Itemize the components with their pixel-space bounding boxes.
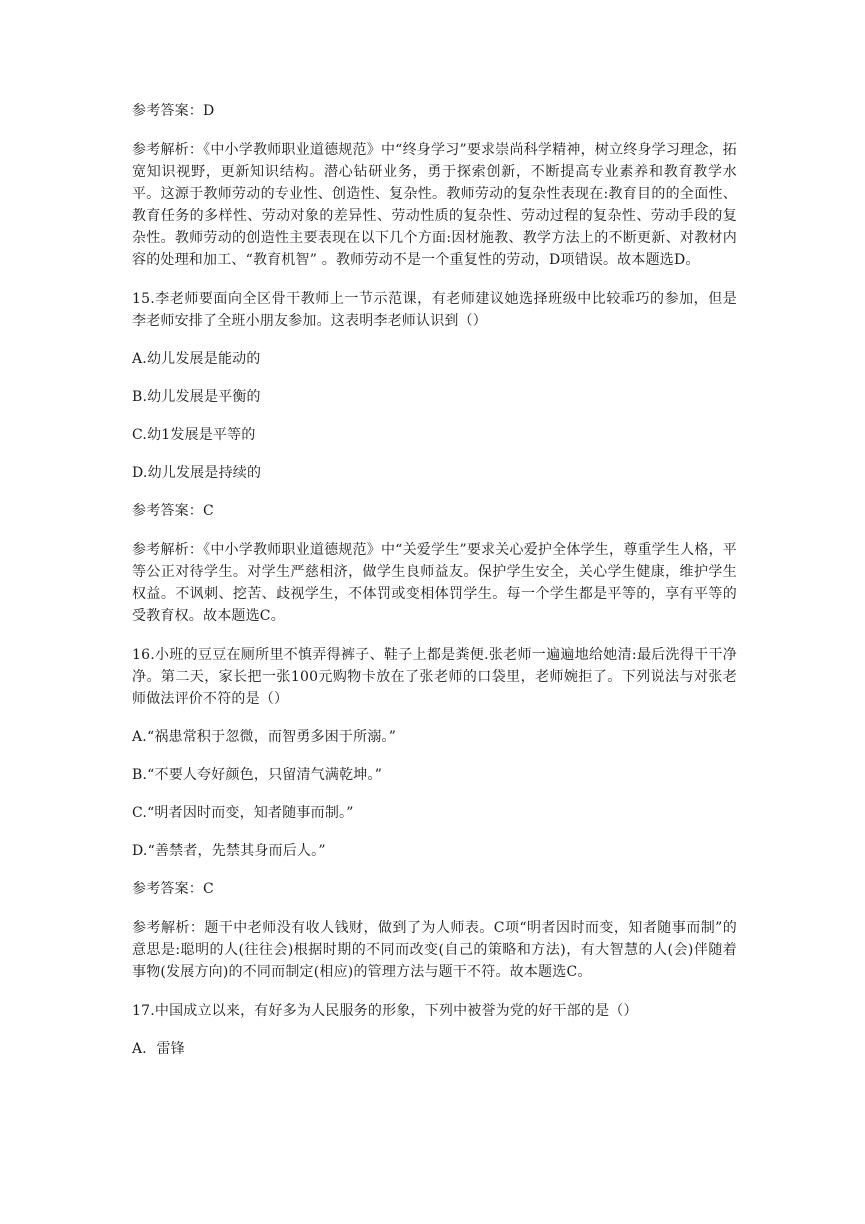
option-line: D.“善禁者，先禁其身而后人。” xyxy=(132,843,326,859)
option-line: A．雷锋 xyxy=(132,1041,185,1057)
document-page xyxy=(132,100,737,1060)
analysis-paragraph: 参考解析：《中小学教师职业道德规范》中“终身学习”要求崇尚科学精神，树立终身学习理念，拓宽知识视野，更新知识结构。潜心钻研业务，勇于探索创新，不断提高专业素养和教育教学水平。这源于教师劳动的专业性、创造性、复杂性。教师劳动的复杂性表现在:教育目的的全面性、教育任务的多样性、劳动对象的差异性、劳动性质的复杂性、劳动过程的复杂性、劳动手段的复杂性。教师劳动的创造性主要表现在以下几个方面:因材施教、教学方法上的不断更新、对教材内容的处理和加工、“教育机智” 。教师劳动不是一个重复性的劳动，D项错误。故本题选D。 xyxy=(132,142,737,268)
option-line: C.“明者因时而变，知者随事而制。” xyxy=(132,805,354,821)
option-line: C.幼1发展是平等的 xyxy=(132,427,256,443)
option-line: B.“不要人夸好颜色，只留清气满乾坤。” xyxy=(132,767,383,783)
option-line: A.幼儿发展是能动的 xyxy=(132,351,261,367)
question-17: 17.中国成立以来，有好多为人民服务的形象，下列中被誉为党的好干部的是（） xyxy=(132,1003,638,1019)
option-line: D.幼儿发展是持续的 xyxy=(132,465,262,481)
option-line: A.“祸患常积于忽微，而智勇多困于所溺。” xyxy=(132,729,397,745)
answer-line: 参考答案：C xyxy=(132,503,214,519)
answer-line: 参考答案：C xyxy=(132,881,214,897)
question-15: 15.李老师要面向全区骨干教师上一节示范课，有老师建议她选择班级中比较乖巧的参加，但是李老师安排了全班小朋友参加。这表明李老师认识到（） xyxy=(132,291,737,329)
question-16: 16.小班的豆豆在厕所里不慎弄得裤子、鞋子上都是粪便.张老师一遍遍地给她清:最后洗得干干净净。第二天，家长把一张100元购物卡放在了张老师的口袋里，老师婉拒了。下列说法与对张老师做法评价不符的是（） xyxy=(132,647,737,707)
analysis-paragraph: 参考解析：题干中老师没有收人钱财，做到了为人师表。C项“明者因时而变，知者随事而制”的意思是:聪明的人(往往会)根据时期的不同而改变(自己的策略和方法)，有大智慧的人(会)伴随着事物(发展方向)的不同而制定(相应)的管理方法与题干不符。故本题选C。 xyxy=(132,920,737,980)
option-line: B.幼儿发展是平衡的 xyxy=(132,389,261,405)
answer-line: 参考答案：D xyxy=(132,103,215,119)
analysis-paragraph: 参考解析：《中小学教师职业道德规范》中“关爱学生”要求关心爱护全体学生，尊重学生人格，平等公正对待学生。对学生严慈相济，做学生良师益友。保护学生安全，关心学生健康，维护学生权益。不讽刺、挖苦、歧视学生，不体罚或变相体罚学生。每一个学生都是平等的，享有平等的受教育权。故本题选C。 xyxy=(132,542,737,624)
